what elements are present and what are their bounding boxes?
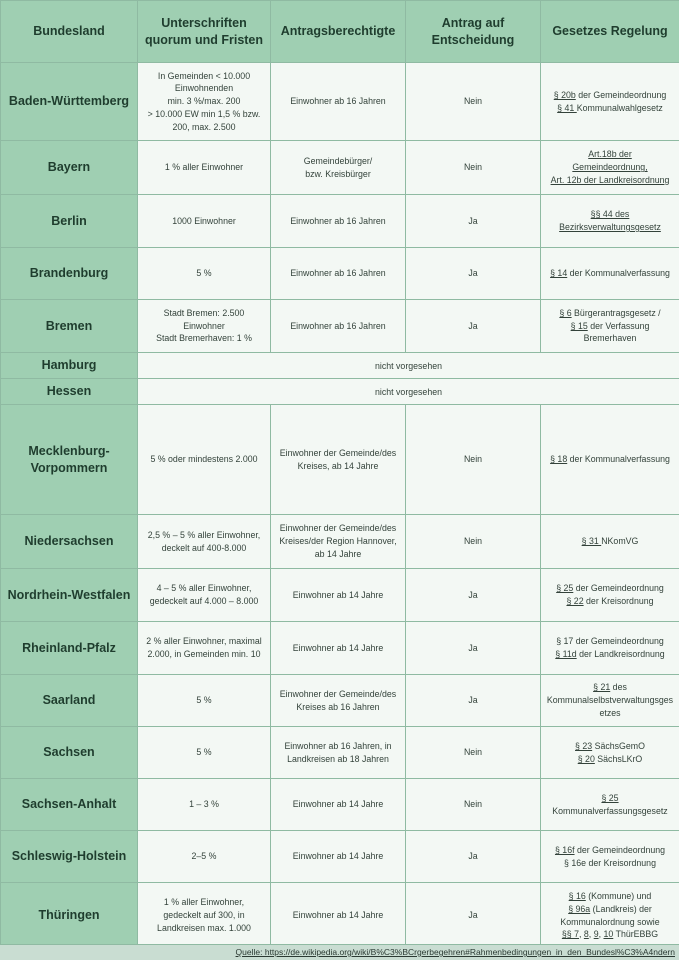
quorum-cell: [138, 405, 271, 515]
decision-cell: Nein: [406, 727, 541, 779]
law-line: [545, 535, 675, 548]
eligible-cell-line: Einwohner ab 14 Jahre: [292, 910, 384, 921]
eligible-cell-line: Einwohner ab 16 Jahren: [290, 320, 386, 331]
eligible-cell-line: Gemeindebürger/: [303, 155, 373, 166]
eligible-cell: [271, 883, 406, 949]
law-link[interactable]: 10: [603, 929, 614, 940]
state-name: Baden-Württemberg: [1, 63, 138, 141]
law-line: [545, 595, 675, 608]
eligible-cell: [271, 569, 406, 622]
law-line: [545, 792, 675, 805]
quorum-cell-line: deckelt auf 400-8.000: [161, 542, 247, 553]
law-cell: [541, 622, 679, 675]
decision-cell: Ja: [406, 675, 541, 727]
state-name: Hamburg: [1, 353, 138, 379]
quorum-cell: [138, 515, 271, 569]
eligible-cell-line: Einwohner ab 16 Jahren, in: [284, 740, 392, 751]
law-text: der Gemeindeordnung: [575, 89, 667, 100]
quorum-cell-line: 1000 Einwohner: [172, 215, 236, 226]
quorum-cell-line: 2.000, in Gemeinden min. 10: [147, 649, 261, 659]
quorum-cell-line: 1 – 3 %: [189, 799, 219, 810]
quorum-cell: [138, 63, 271, 141]
law-line: [545, 174, 675, 187]
eligible-cell-line: Einwohner ab 14 Jahre: [292, 851, 384, 862]
law-line: [545, 161, 675, 174]
law-line: [545, 89, 675, 102]
state-name: Thüringen: [1, 883, 138, 949]
eligible-cell-line: Kreises/der Region Hannover,: [279, 536, 397, 547]
law-cell: [541, 141, 679, 195]
eligible-cell: [271, 622, 406, 675]
law-link[interactable]: §§ 44 des: [590, 209, 630, 220]
quorum-cell-line: 2–5 %: [191, 851, 217, 862]
table-row: [1, 141, 679, 195]
table-row: [1, 675, 679, 727]
not-provided-cell: nicht vorgesehen: [138, 379, 679, 405]
law-line: [545, 208, 675, 221]
quorum-cell: [138, 622, 271, 675]
decision-cell: Ja: [406, 569, 541, 622]
eligible-cell-line: ab 14 Jahre: [314, 548, 362, 559]
law-line: [545, 844, 675, 857]
header-quorum: Unterschriften quorum und Fristen: [138, 1, 271, 63]
law-link[interactable]: § 25: [601, 792, 619, 803]
law-text: Kommunalverfassungsgesetz: [552, 805, 668, 816]
quorum-cell-line: Landkreisen max. 1.000: [157, 922, 251, 933]
law-cell: [541, 195, 679, 248]
law-link[interactable]: § 31: [581, 536, 602, 547]
quorum-cell: [138, 883, 271, 949]
table-row: [1, 405, 679, 515]
eligible-cell: [271, 831, 406, 883]
law-text: SächsGemO: [592, 740, 645, 751]
law-text: der Kreisordnung: [583, 596, 654, 606]
quorum-cell: [138, 675, 271, 727]
law-line: [545, 102, 675, 115]
law-cell: [541, 515, 679, 569]
decision-cell: Ja: [406, 248, 541, 300]
law-line: [545, 582, 675, 595]
law-line: [545, 307, 675, 320]
eligible-cell-line: Kreises, ab 14 Jahre: [297, 460, 379, 471]
law-link[interactable]: Gemeindeordnung,: [572, 162, 648, 173]
table-row: [1, 569, 679, 622]
law-text: § 16e der Kreisordnung: [564, 857, 656, 868]
law-line: [545, 453, 675, 466]
law-link[interactable]: 9: [593, 929, 599, 940]
eligible-cell-line: Einwohner ab 16 Jahren: [290, 268, 386, 279]
law-link[interactable]: § 23: [575, 740, 593, 751]
law-text: der Kommunalverfassung: [567, 454, 670, 465]
law-line: [545, 753, 675, 766]
law-cell: [541, 405, 679, 515]
table-row: [1, 63, 679, 141]
law-link[interactable]: § 11d: [555, 649, 577, 659]
law-line: [545, 681, 675, 694]
law-line: [545, 857, 675, 870]
quorum-cell: [138, 141, 271, 195]
quorum-cell-line: gedeckelt auf 4.000 – 8.000: [149, 596, 259, 606]
law-text: ,: [588, 929, 594, 940]
eligible-cell: [271, 727, 406, 779]
law-text: ThürEBBG: [613, 929, 659, 940]
eligible-cell-line: Einwohner ab 14 Jahre: [292, 589, 384, 600]
quorum-cell-line: 2 % aller Einwohner, maximal: [146, 636, 262, 647]
table-row: [1, 622, 679, 675]
eligible-cell-line: Einwohner der Gemeinde/des: [279, 523, 397, 534]
law-text: der Kommunalverfassung: [567, 268, 670, 279]
state-name: Bayern: [1, 141, 138, 195]
quorum-cell-line: Stadt Bremerhaven: 1 %: [156, 333, 252, 344]
decision-cell: Nein: [406, 405, 541, 515]
eligible-cell: [271, 675, 406, 727]
law-link[interactable]: Art. 12b der Landkreisordnung: [550, 174, 670, 185]
law-link[interactable]: § 6: [559, 307, 572, 318]
law-link[interactable]: § 14: [550, 268, 568, 279]
state-name: Sachsen-Anhalt: [1, 779, 138, 831]
quorum-cell: [138, 831, 271, 883]
eligible-cell-line: Kreises ab 16 Jahren: [296, 701, 380, 712]
state-name: Niedersachsen: [1, 515, 138, 569]
table-row: [1, 515, 679, 569]
law-line: [545, 903, 675, 916]
decision-cell: Nein: [406, 779, 541, 831]
law-cell: [541, 727, 679, 779]
law-text: ,: [598, 929, 604, 940]
decision-cell: Ja: [406, 883, 541, 949]
decision-cell: Nein: [406, 141, 541, 195]
quorum-cell-line: Stadt Bremen: 2.500: [163, 307, 245, 318]
state-name: Sachsen: [1, 727, 138, 779]
law-text: der Verfassung: [587, 320, 650, 331]
law-cell: [541, 63, 679, 141]
law-text: der Gemeindeordnung: [573, 583, 664, 594]
quorum-cell: [138, 195, 271, 248]
law-line: [545, 928, 675, 941]
quorum-cell-line: 5 %: [196, 268, 212, 279]
eligible-cell-line: Einwohner ab 16 Jahren: [290, 96, 386, 107]
table-row: [1, 779, 679, 831]
quorum-cell-line: min. 3 %/max. 200: [167, 96, 241, 107]
quorum-cell: [138, 727, 271, 779]
law-text: etzes: [599, 707, 621, 718]
state-name: Bremen: [1, 300, 138, 353]
quorum-cell: [138, 248, 271, 300]
eligible-cell-line: Einwohner ab 14 Jahre: [292, 799, 384, 810]
quorum-cell: [138, 300, 271, 353]
law-link[interactable]: § 16: [568, 891, 586, 901]
eligible-cell: [271, 515, 406, 569]
law-link[interactable]: § 20: [577, 753, 595, 764]
state-name: Saarland: [1, 675, 138, 727]
source-link[interactable]: Quelle: https://de.wikipedia.org/wiki/B%C3%BCrgerbegehren#Rahmenbedingungen_in_den_Bundesl%C3%A4ndern: [0, 944, 679, 960]
law-cell: [541, 300, 679, 353]
law-text: (Kommune) und: [585, 891, 652, 901]
law-link[interactable]: § 21: [593, 682, 611, 693]
decision-cell: Ja: [406, 195, 541, 248]
header-eligible: Antragsberechtigte: [271, 1, 406, 63]
law-link[interactable]: § 22: [566, 596, 584, 606]
eligible-cell: [271, 141, 406, 195]
eligible-cell-line: Einwohner ab 14 Jahre: [292, 642, 384, 653]
state-name: Rheinland-Pfalz: [1, 622, 138, 675]
law-link[interactable]: 8: [583, 929, 589, 940]
decision-cell: Nein: [406, 515, 541, 569]
table-row: [1, 300, 679, 353]
law-text: des: [610, 682, 627, 693]
law-text: Kommunalselbstverwaltungsges: [546, 695, 674, 706]
law-link[interactable]: § 15: [570, 320, 588, 331]
header-decision: Antrag auf Entscheidung: [406, 1, 541, 63]
eligible-cell-line: Einwohner ab 16 Jahren: [290, 215, 386, 226]
eligible-cell: [271, 300, 406, 353]
law-line: [545, 707, 675, 720]
quorum-cell-line: gedeckelt auf 300, in: [163, 910, 245, 921]
table-body: [1, 63, 679, 949]
law-text: der Landkreisordnung: [576, 649, 665, 659]
eligible-cell-line: bzw. Kreisbürger: [305, 168, 371, 179]
eligible-cell: [271, 63, 406, 141]
law-line: [545, 890, 675, 903]
state-name: Hessen: [1, 379, 138, 405]
header-bundesland: Bundesland: [1, 1, 138, 63]
law-cell: [541, 831, 679, 883]
table-row: [1, 248, 679, 300]
law-text: ,: [579, 929, 584, 940]
quorum-cell-line: 1 % aller Einwohner: [164, 162, 244, 173]
quorum-cell-line: 200, max. 2.500: [172, 121, 236, 132]
law-cell: [541, 248, 679, 300]
quorum-cell-line: 2,5 % – 5 % aller Einwohner,: [147, 529, 261, 540]
law-line: [545, 694, 675, 707]
table-row: [1, 883, 679, 949]
quorum-cell-line: 5 %: [196, 695, 212, 706]
law-text: Kommunalwahlgesetz: [576, 102, 663, 113]
law-line: [545, 916, 675, 929]
eligible-cell-line: Einwohner der Gemeinde/des: [279, 447, 397, 458]
law-link[interactable]: § 25: [556, 583, 574, 594]
quorum-cell: [138, 569, 271, 622]
law-link[interactable]: §§ 7: [561, 929, 579, 940]
decision-cell: Ja: [406, 300, 541, 353]
table-row: [1, 195, 679, 248]
law-text: der Gemeindeordnung: [574, 844, 666, 855]
law-line: [545, 320, 675, 333]
decision-cell: Ja: [406, 831, 541, 883]
eligible-cell: [271, 195, 406, 248]
law-cell: [541, 569, 679, 622]
state-name: Schleswig-Holstein: [1, 831, 138, 883]
header-row: [1, 1, 679, 63]
law-link[interactable]: § 16f: [554, 844, 575, 855]
law-cell: [541, 883, 679, 949]
table-row: [1, 727, 679, 779]
decision-cell: Nein: [406, 63, 541, 141]
law-text: Bürgerantragsgesetz /: [571, 307, 661, 318]
quorum-cell-line: 5 %: [196, 747, 212, 758]
eligible-cell-line: Landkreisen ab 18 Jahren: [287, 753, 389, 764]
quorum-cell-line: In Gemeinden < 10.000: [157, 70, 251, 81]
law-link[interactable]: § 96a: [568, 903, 591, 914]
law-text: NKomVG: [601, 536, 639, 547]
law-link[interactable]: Bezirksverwaltungsgesetz: [559, 222, 661, 232]
law-link[interactable]: § 18: [550, 454, 568, 465]
quorum-cell-line: Einwohner: [183, 320, 225, 331]
table-row: [1, 353, 679, 379]
quorum-cell-line: 1 % aller Einwohner,: [163, 897, 245, 908]
state-name: Nordrhein-Westfalen: [1, 569, 138, 622]
law-cell: [541, 675, 679, 727]
table-row: [1, 831, 679, 883]
state-name: Brandenburg: [1, 248, 138, 300]
quorum-cell-line: > 10.000 EW min 1,5 % bzw.: [147, 108, 261, 119]
law-link[interactable]: § 41: [557, 102, 577, 113]
law-text: § 17 der Gemeindeordnung: [556, 636, 664, 647]
eligible-cell: [271, 779, 406, 831]
decision-cell: Ja: [406, 622, 541, 675]
law-text: SächsLKrO: [594, 753, 643, 764]
law-line: [545, 805, 675, 818]
state-name: Mecklenburg-Vorpommern: [1, 405, 138, 515]
law-link[interactable]: Art.18b der: [588, 149, 632, 160]
quorum-cell-line: 5 % oder mindestens 2.000: [150, 454, 258, 465]
law-line: [545, 635, 675, 648]
eligible-cell-line: Einwohner der Gemeinde/des: [279, 688, 397, 699]
law-line: [545, 148, 675, 161]
law-link[interactable]: § 20b: [553, 89, 576, 100]
table-row: [1, 379, 679, 405]
law-text: Bremerhaven: [583, 333, 637, 344]
law-line: [545, 332, 675, 345]
quorum-cell: [138, 779, 271, 831]
law-line: [545, 648, 675, 661]
header-law: Gesetzes Regelung: [541, 1, 679, 63]
law-line: [545, 221, 675, 234]
eligible-cell: [271, 248, 406, 300]
eligible-cell: [271, 405, 406, 515]
state-name: Berlin: [1, 195, 138, 248]
not-provided-cell: nicht vorgesehen: [138, 353, 679, 379]
law-text: Kommunalordnung sowie: [560, 916, 660, 927]
law-cell: [541, 779, 679, 831]
law-text: (Landkreis) der: [590, 903, 652, 914]
law-line: [545, 267, 675, 280]
quorum-cell-line: 4 – 5 % aller Einwohner,: [156, 583, 252, 594]
quorum-cell-line: Einwohnenden: [174, 83, 234, 94]
law-line: [545, 740, 675, 753]
